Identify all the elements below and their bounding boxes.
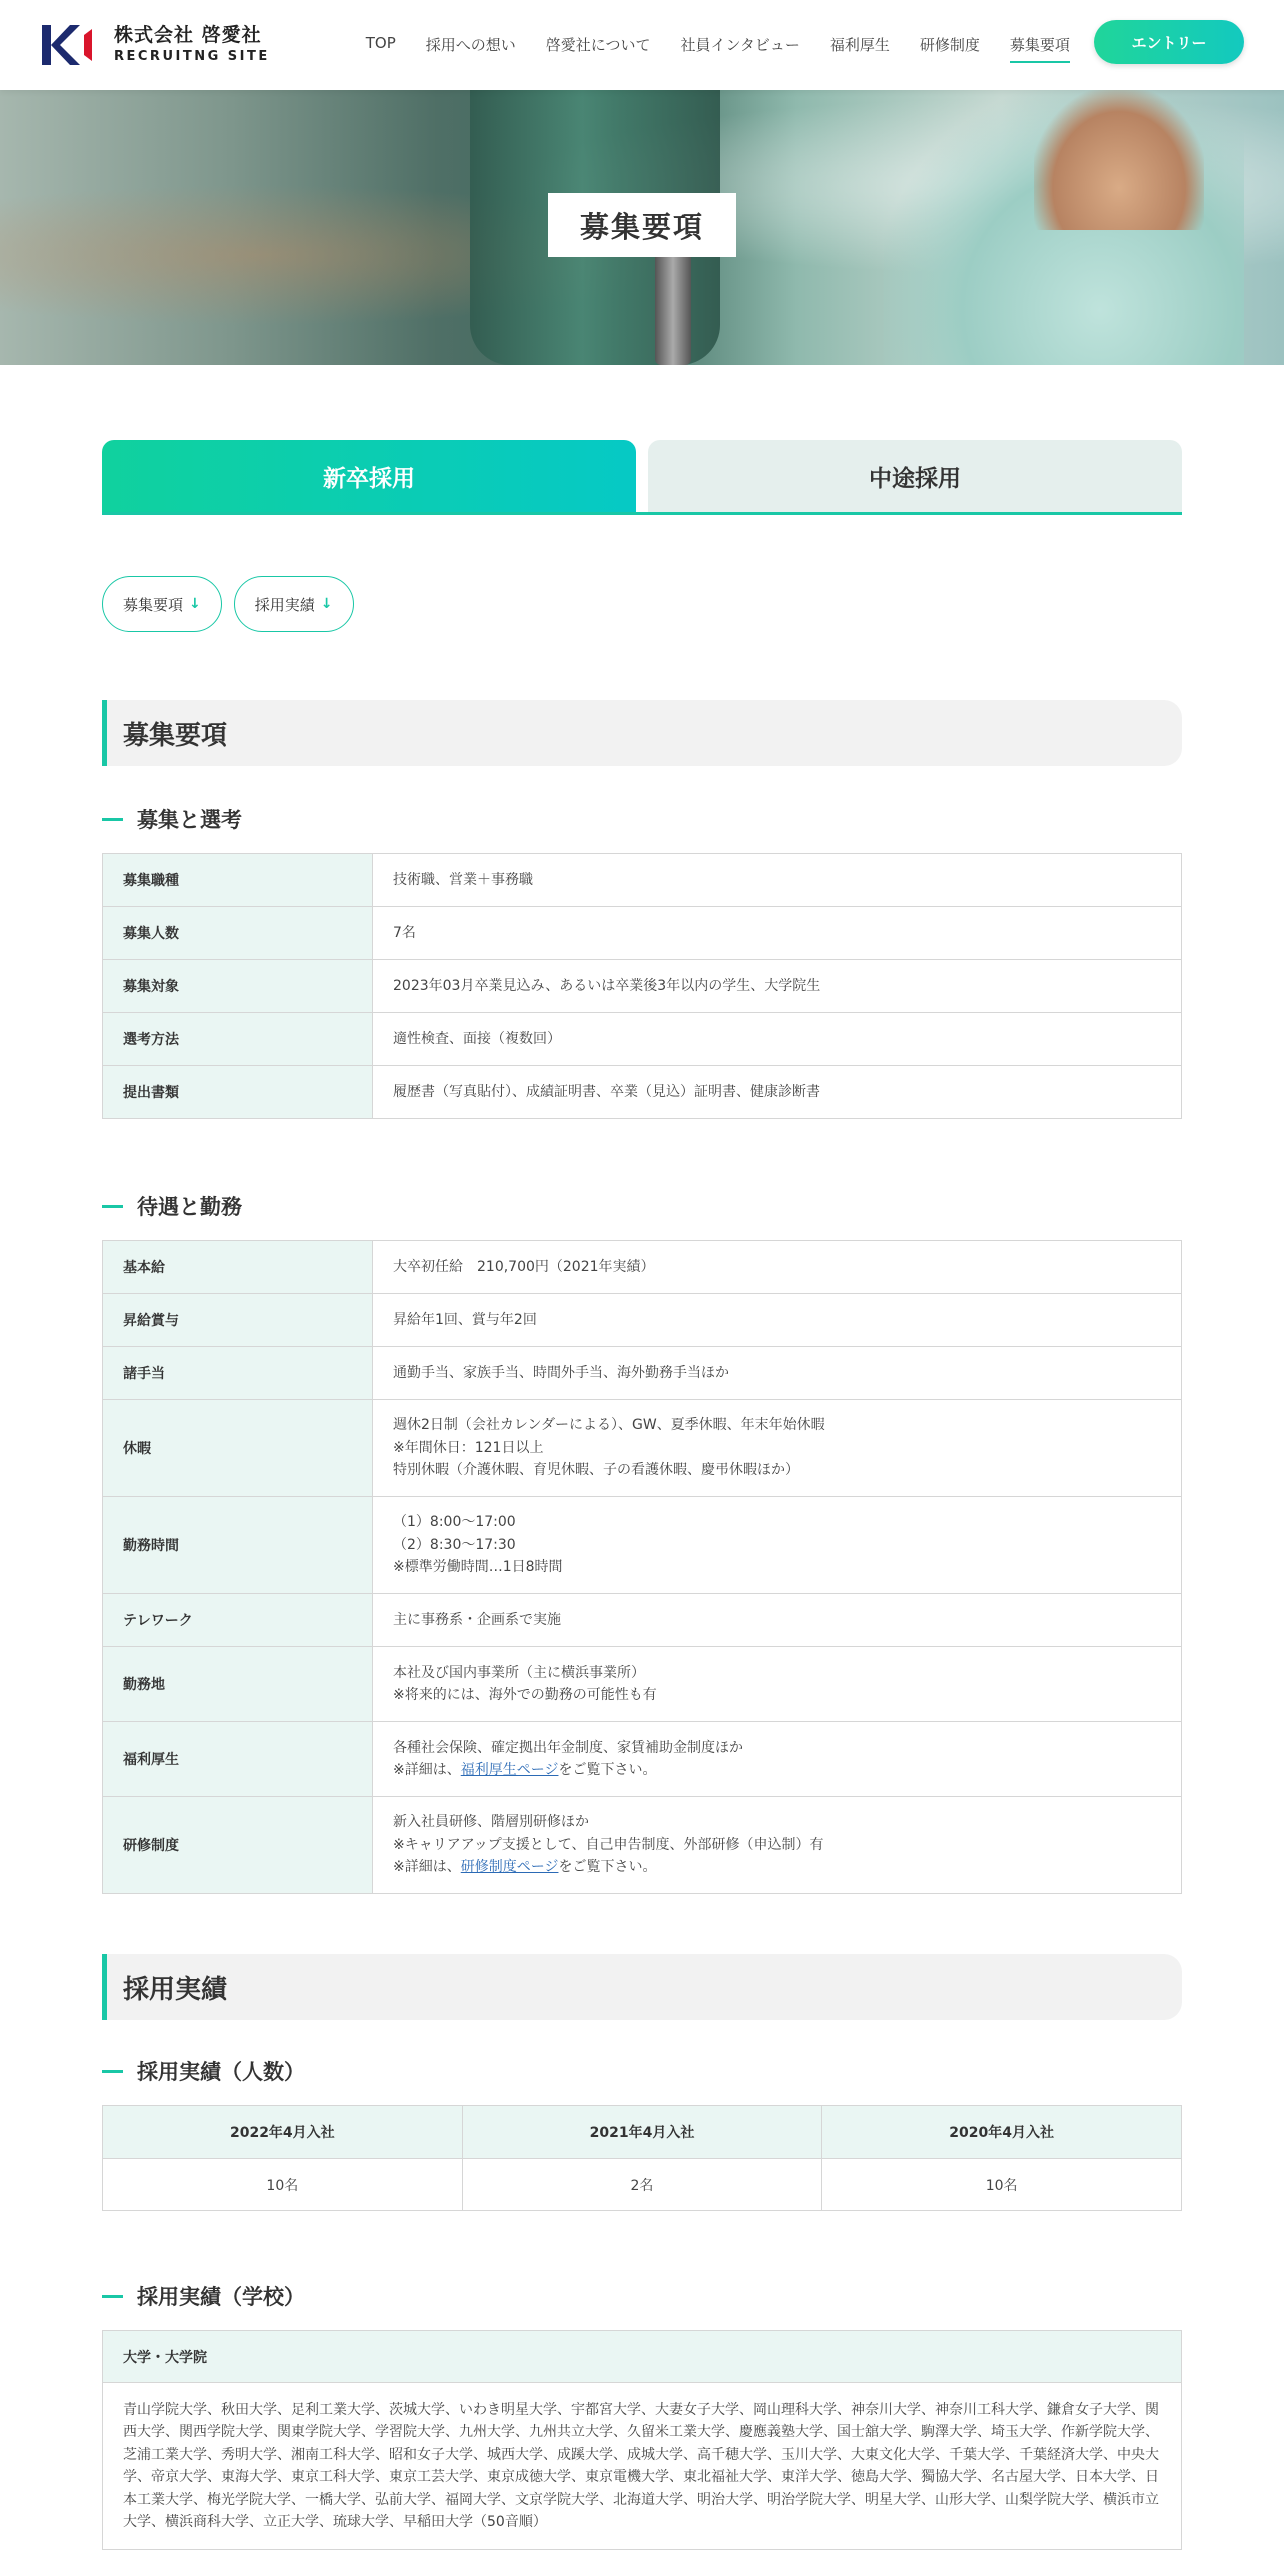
nav-message[interactable]: 採用への想い: [425, 35, 516, 54]
row-label: 休暇: [103, 1400, 373, 1497]
anchor-results-label: 採用実績: [254, 595, 315, 614]
hiring-count-table: [102, 2105, 1182, 2211]
logo-site-label: RECRUITNG SITE: [114, 48, 270, 64]
table-row: [103, 1294, 1182, 1347]
row-value: 通勤手当、家族手当、時間外手当、海外勤務手当ほか: [373, 1347, 1182, 1400]
row-label: 選考方法: [103, 1013, 373, 1066]
logo[interactable]: [40, 23, 270, 67]
row-value: 2023年03月卒業見込み、あるいは卒業後3年以内の学生、大学院生: [373, 960, 1182, 1013]
schools-subheading: [102, 2281, 1182, 2311]
tab-new-grad[interactable]: 新卒採用: [102, 440, 636, 512]
row-label: 基本給: [103, 1241, 373, 1294]
row-value: [373, 1497, 1182, 1594]
holidays-line: ※年間休日：121日以上: [393, 1439, 544, 1456]
table-row: [103, 854, 1182, 907]
training-page-link[interactable]: 研修制度ページ: [460, 1859, 559, 1876]
hours-line: （1）8:00〜17:00: [393, 1514, 516, 1531]
training-detail-suffix: をご覧下さい。: [558, 1859, 657, 1876]
count-subheading: [102, 2056, 1182, 2086]
welfare-line: [393, 1759, 1161, 1781]
table-row: [103, 1013, 1182, 1066]
nav-interview[interactable]: 社員インタビュー: [680, 35, 800, 54]
row-value: 主に事務系・企画系で実施: [373, 1594, 1182, 1647]
site-header: [0, 0, 1284, 90]
row-value: 履歴書（写真貼付）、成績証明書、卒業（見込）証明書、健康診断書: [373, 1066, 1182, 1119]
recruit-table: [102, 853, 1182, 1119]
row-label: 福利厚生: [103, 1722, 373, 1797]
welfare-detail-suffix: をご覧下さい。: [558, 1762, 657, 1778]
anchor-requirements-label: 募集要項: [123, 595, 184, 614]
row-label: 諸手当: [103, 1347, 373, 1400]
row-value: [373, 1797, 1182, 1894]
hero-worker-head-image: [1034, 90, 1204, 230]
hero-banner: [0, 90, 1284, 365]
page-title: 募集要項: [548, 193, 736, 257]
requirements-heading: 募集要項: [102, 700, 1182, 766]
row-label: 勤務地: [103, 1647, 373, 1722]
welfare-detail-prefix: ※詳細は、: [393, 1762, 461, 1778]
page-anchors: [102, 576, 1182, 632]
welfare-line: 各種社会保険、確定拠出年金制度、家賃補助金制度ほか: [393, 1739, 743, 1756]
row-label: テレワーク: [103, 1594, 373, 1647]
table-row: [103, 1797, 1182, 1894]
table-row: [103, 1497, 1182, 1594]
anchor-requirements-button[interactable]: [102, 576, 222, 632]
main-content: [102, 365, 1182, 2570]
location-line: ※将来的には、海外での勤務の可能性も有: [393, 1687, 657, 1703]
location-line: 本社及び国内事業所（主に横浜事業所）: [393, 1664, 645, 1681]
row-label: 勤務時間: [103, 1497, 373, 1594]
table-cell: 2名: [462, 2159, 822, 2211]
schools-list: 青山学院大学、秋田大学、足利工業大学、茨城大学、いわき明星大学、宇都宮大学、大妻女子大学、岡山理科大学、神奈川大学、神奈川工科大学、鎌倉女子大学、関西大学、関西学院大学、関東学院大学、学習院大学、九州大学、九州共立大学、久留米工業大学、慶應義塾大学、国士舘大学、駒澤大学、埼玉大学、作新学院大学、芝浦工業大学、秀明大学、湘南工科大学、昭和女子大学、城西大学、成蹊大学、成城大学、高千穂大学、玉川大学、大東文化大学、千葉大学、千葉経済大学、中央大学、帝京大学、東海大学、東京工科大学、東京工芸大学、東京成徳大学、東京電機大学、東北福祉大学、東洋大学、徳島大学、獨協大学、名古屋大学、日本大学、日本工業大学、梅光学院大学、一橋大学、弘前大学、福岡大学、文京学院大学、北海道大学、明治大学、明治学院大学、明星大学、山形大学、山梨学院大学、横浜市立大学、横浜商科大学、立正大学、琉球大学、早稲田大学（50音順）: [103, 2383, 1182, 2550]
recruit-subheading: [102, 804, 1182, 834]
table-header-row: [103, 2106, 1182, 2159]
table-row: [103, 960, 1182, 1013]
arrow-down-icon: ↓: [189, 596, 201, 612]
heading-dash: [102, 2070, 123, 2073]
nav-top[interactable]: TOP: [365, 33, 396, 52]
table-cell: 10名: [822, 2159, 1182, 2211]
training-line: ※キャリアアップ支援として、自己申告制度、外部研修（申込制）有: [393, 1836, 824, 1853]
table-row: [103, 1647, 1182, 1722]
table-row: [103, 2159, 1182, 2211]
holidays-line: 特別休暇（介護休暇、育児休暇、子の看護休暇、慶弔休暇ほか）: [393, 1462, 799, 1479]
recruit-type-tabs: [102, 440, 1182, 515]
hours-line: （2）8:30〜17:30: [393, 1536, 516, 1553]
holidays-line: 週休2日制（会社カレンダーによる）、GW、夏季休暇、年末年始休暇: [393, 1417, 825, 1434]
schools-table: [102, 2330, 1182, 2550]
treatment-table: [102, 1240, 1182, 1894]
table-row: [103, 2383, 1182, 2550]
training-line: 新入社員研修、階層別研修ほか: [393, 1814, 589, 1831]
welfare-page-link[interactable]: 福利厚生ページ: [460, 1762, 559, 1778]
hours-line: ※標準労働時間…1日8時間: [393, 1559, 563, 1576]
recruit-subheading-label: 募集と選考: [137, 808, 242, 832]
treatment-subheading-label: 待遇と勤務: [137, 1195, 242, 1219]
arrow-down-icon: ↓: [320, 596, 333, 612]
row-label: 研修制度: [103, 1797, 373, 1894]
treatment-subheading: [102, 1191, 1182, 1221]
column-header: 2020年4月入社: [822, 2106, 1182, 2159]
row-label: 昇給賞与: [103, 1294, 373, 1347]
row-value: [373, 1400, 1182, 1497]
training-line: [393, 1856, 1161, 1878]
tab-mid-career[interactable]: 中途採用: [648, 440, 1182, 512]
nav-welfare[interactable]: 福利厚生: [829, 35, 890, 54]
row-label: 募集人数: [103, 907, 373, 960]
table-cell: 10名: [103, 2159, 463, 2211]
nav-about[interactable]: 啓愛社について: [545, 35, 651, 54]
entry-button[interactable]: エントリー: [1094, 20, 1244, 64]
logo-company-name: 株式会社 啓愛社: [114, 24, 262, 47]
table-row: [103, 1347, 1182, 1400]
table-row: [103, 1241, 1182, 1294]
schools-subheading-label: 採用実績（学校）: [137, 2285, 305, 2309]
table-row: [103, 1066, 1182, 1119]
training-detail-prefix: ※詳細は、: [393, 1859, 461, 1876]
schools-header: 大学・大学院: [103, 2331, 1182, 2383]
table-header-row: [103, 2331, 1182, 2383]
row-value: 昇給年1回、賞与年2回: [373, 1294, 1182, 1347]
heading-dash: [102, 1205, 123, 1208]
row-value: 技術職、営業＋事務職: [373, 854, 1182, 907]
row-value: [373, 1722, 1182, 1797]
table-row: [103, 1400, 1182, 1497]
row-value: 適性検査、面接（複数回）: [373, 1013, 1182, 1066]
row-value: [373, 1647, 1182, 1722]
global-nav: [366, 28, 1100, 63]
count-subheading-label: 採用実績（人数）: [137, 2060, 305, 2084]
row-label: 提出書類: [103, 1066, 373, 1119]
heading-dash: [102, 818, 123, 821]
table-row: [103, 1594, 1182, 1647]
row-label: 募集対象: [103, 960, 373, 1013]
row-value: 7名: [373, 907, 1182, 960]
row-label: 募集職種: [103, 854, 373, 907]
heading-dash: [102, 2295, 123, 2298]
table-row: [103, 1722, 1182, 1797]
column-header: 2021年4月入社: [462, 2106, 822, 2159]
company-logo-icon: [40, 23, 100, 67]
anchor-results-button[interactable]: [234, 576, 354, 632]
column-header: 2022年4月入社: [103, 2106, 463, 2159]
row-value: 大卒初任給 210,700円（2021年実績）: [373, 1241, 1182, 1294]
nav-training[interactable]: 研修制度: [919, 35, 980, 54]
nav-requirements[interactable]: 募集要項: [1010, 28, 1070, 63]
table-row: [103, 907, 1182, 960]
hero-drill-bit-image: [655, 250, 691, 365]
results-heading: 採用実績: [102, 1954, 1182, 2020]
